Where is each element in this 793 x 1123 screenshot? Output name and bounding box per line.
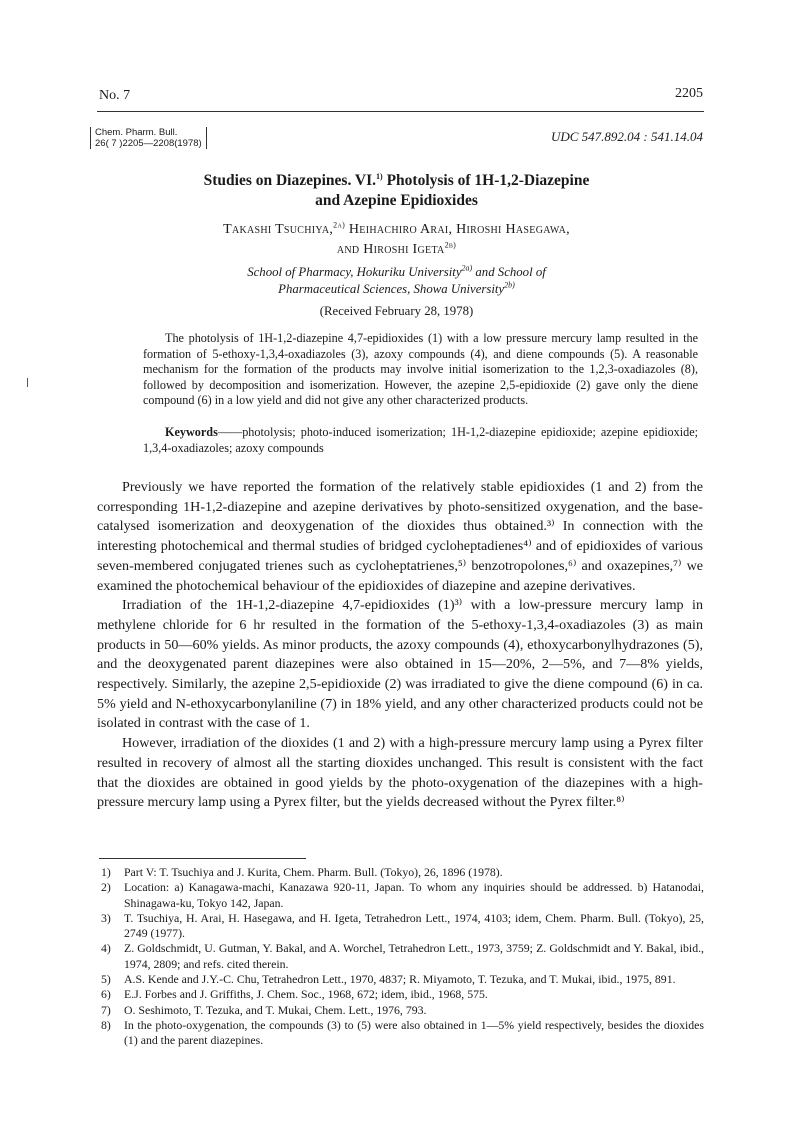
paragraph-1: Previously we have reported the formation of the relatively stable epidioxides (1 and 2) from the corresponding 1H-1,2-diazepine and azepine derivatives by photo-sensitized oxygenation, and the base-catalysed isomerization and deoxygenation of the dioxides thus obtained.³⁾ In connection with the interesting photochemical and thermal studies of bridged cycloheptadienes⁴⁾ and of epidioxides of various seven-membered conjugated trienes such as cycloheptatrienes,⁵⁾ benzotropolones,⁶⁾ and oxazepines,⁷⁾ we examined the photochemical behaviour of the epidioxides of diazepine and azepine derivatives. [97, 479, 703, 594]
affiliation: School of Pharmacy, Hokuriku University$^{2a)}$ and School of Pharmaceutical Sciences, Showa University$^{2b)}$ [247, 263, 546, 296]
title-line-2: and Azepine Epidioxides [315, 192, 478, 209]
footnote: 1) Part V: T. Tsuchiya and J. Kurita, Chem. Pharm. Bull. (Tokyo), 26, 1896 (1978). [101, 865, 503, 879]
journal-ref-line2: 26( 7 )2205—2208(1978) [90, 138, 207, 149]
footnote: 7) O. Seshimoto, T. Tezuka, and T. Mukai, Chem. Lett., 1976, 793. [101, 1002, 427, 1017]
journal-ref-line1: Chem. Pharm. Bull. [90, 127, 207, 138]
footnote-rule [99, 858, 306, 859]
footnotes [97, 865, 704, 1049]
footnote: 4) Z. Goldschmidt, U. Gutman, Y. Bakal, and A. Worchel, Tetrahedron Lett., 1973, 3759; Z. Goldschmidt and Y. Bakal, ibid., 1974, 2809; and refs. cited therein. [101, 941, 704, 971]
authors-line-2: and Hiroshi Igeta$^{2b)}$ [336, 240, 457, 257]
abstract [143, 331, 698, 409]
page-number: 2205 [675, 86, 703, 101]
received-date: (Received February 28, 1978) [319, 304, 474, 318]
paragraph-3: However, irradiation of the dioxides (1 and 2) with a high-pressure mercury lamp using a Pyrex filter resulted in recovery of almost all the starting dioxides unchanged. This result is consistent with the fact that the dioxides are obtained in good yields by the photo-oxygenation of the diazepines with a high-pressure mercury lamp using a Pyrex filter, but the yields decreased without the Pyrex filter.⁸⁾ [97, 735, 703, 811]
issue-number: No. 7 [99, 88, 131, 103]
abstract-text: The photolysis of 1H-1,2-diazepine 4,7-epidioxides (1) with a low pressure mercury lamp resulted in the formation of 5-ethoxy-1,3,4-oxadiazoles (3), azoxy compounds (4), and diene compounds (5). A reasonable mechanism for the formation of the products may involve initial isomerization to the 1,2,3-oxadiazoles (8), followed by decomposition and isomerization. However, the azepine 2,5-epidioxide (2) gave only the diene compound (6) in a low yield and did not give any other characterized products. [143, 331, 698, 408]
footnote: 3) T. Tsuchiya, H. Arai, H. Hasegawa, and H. Igeta, Tetrahedron Lett., 1974, 4103; idem, Chem. Pharm. Bull. (Tokyo), 25, 2749 (1977). [101, 910, 704, 941]
margin-mark [27, 378, 28, 387]
authors [90, 220, 703, 260]
body-text [97, 478, 703, 813]
title-line-1: Studies on Diazepines. VI.$^{1)}$ Photolysis of 1H-1,2-Diazepine [203, 171, 590, 189]
keywords-label: Keywords [165, 425, 218, 439]
paragraph-2: Irradiation of the 1H-1,2-diazepine 4,7-epidioxides (1)³⁾ with a low-pressure mercury lamp in methylene chloride for 6 hr resulted in the formation of the 5-ethoxy-1,3,4-oxadiazoles (3) as main products in 50—60% yields. As minor products, the azoxy compounds (4), ethoxycarbonylhydrazones (5), and the deoxygenated parent diazepines were also obtained in 15—20%, 2—5%, and 7—8% yields, respectively. Similarly, the azepine 2,5-epidioxide (2) was irradiated to give the diene compound (6) in ca. 5% yield and N-ethoxycarbonylaniline (7) in 18% yield, and any other characterized products could not be isolated in contrast with the case of 1. [97, 597, 703, 732]
footnote: 2) Location: a) Kanagawa-machi, Kanazawa 920-11, Japan. To whom any inquiries should be addressed. b) Hatanodai, Shinagawa-ku, Tokyo 142, Japan. [101, 880, 704, 910]
authors-line-1: Takashi Tsuchiya,$^{2a)}$ Heihachiro Arai, Hiroshi Hasegawa, [223, 220, 570, 237]
keywords-list: ——photolysis; photo-induced isomerization; 1H-1,2-diazepine epidioxide; azepine epidioxide; 1,3,4-oxadiazoles; azoxy compounds [143, 425, 698, 455]
keywords [143, 425, 698, 456]
footnote: 6) E.J. Forbes and J. Griffiths, J. Chem. Soc., 1968, 672; idem, ibid., 1968, 575. [101, 987, 488, 1002]
footnote: 5) A.S. Kende and J.Y.-C. Chu, Tetrahedron Lett., 1970, 4837; R. Miyamoto, T. Tezuka, and T. Mukai, ibid., 1975, 891. [101, 972, 676, 987]
article-title [90, 171, 703, 211]
header-rule [97, 111, 704, 112]
udc-code: UDC 547.892.04 : 541.14.04 [550, 129, 703, 144]
journal-reference [90, 127, 207, 149]
footnote: 8) In the photo-oxygenation, the compounds (3) to (5) were also obtained in 1—5% yield respectively, besides the dioxides (1) and the parent diazepines. [101, 1017, 704, 1048]
